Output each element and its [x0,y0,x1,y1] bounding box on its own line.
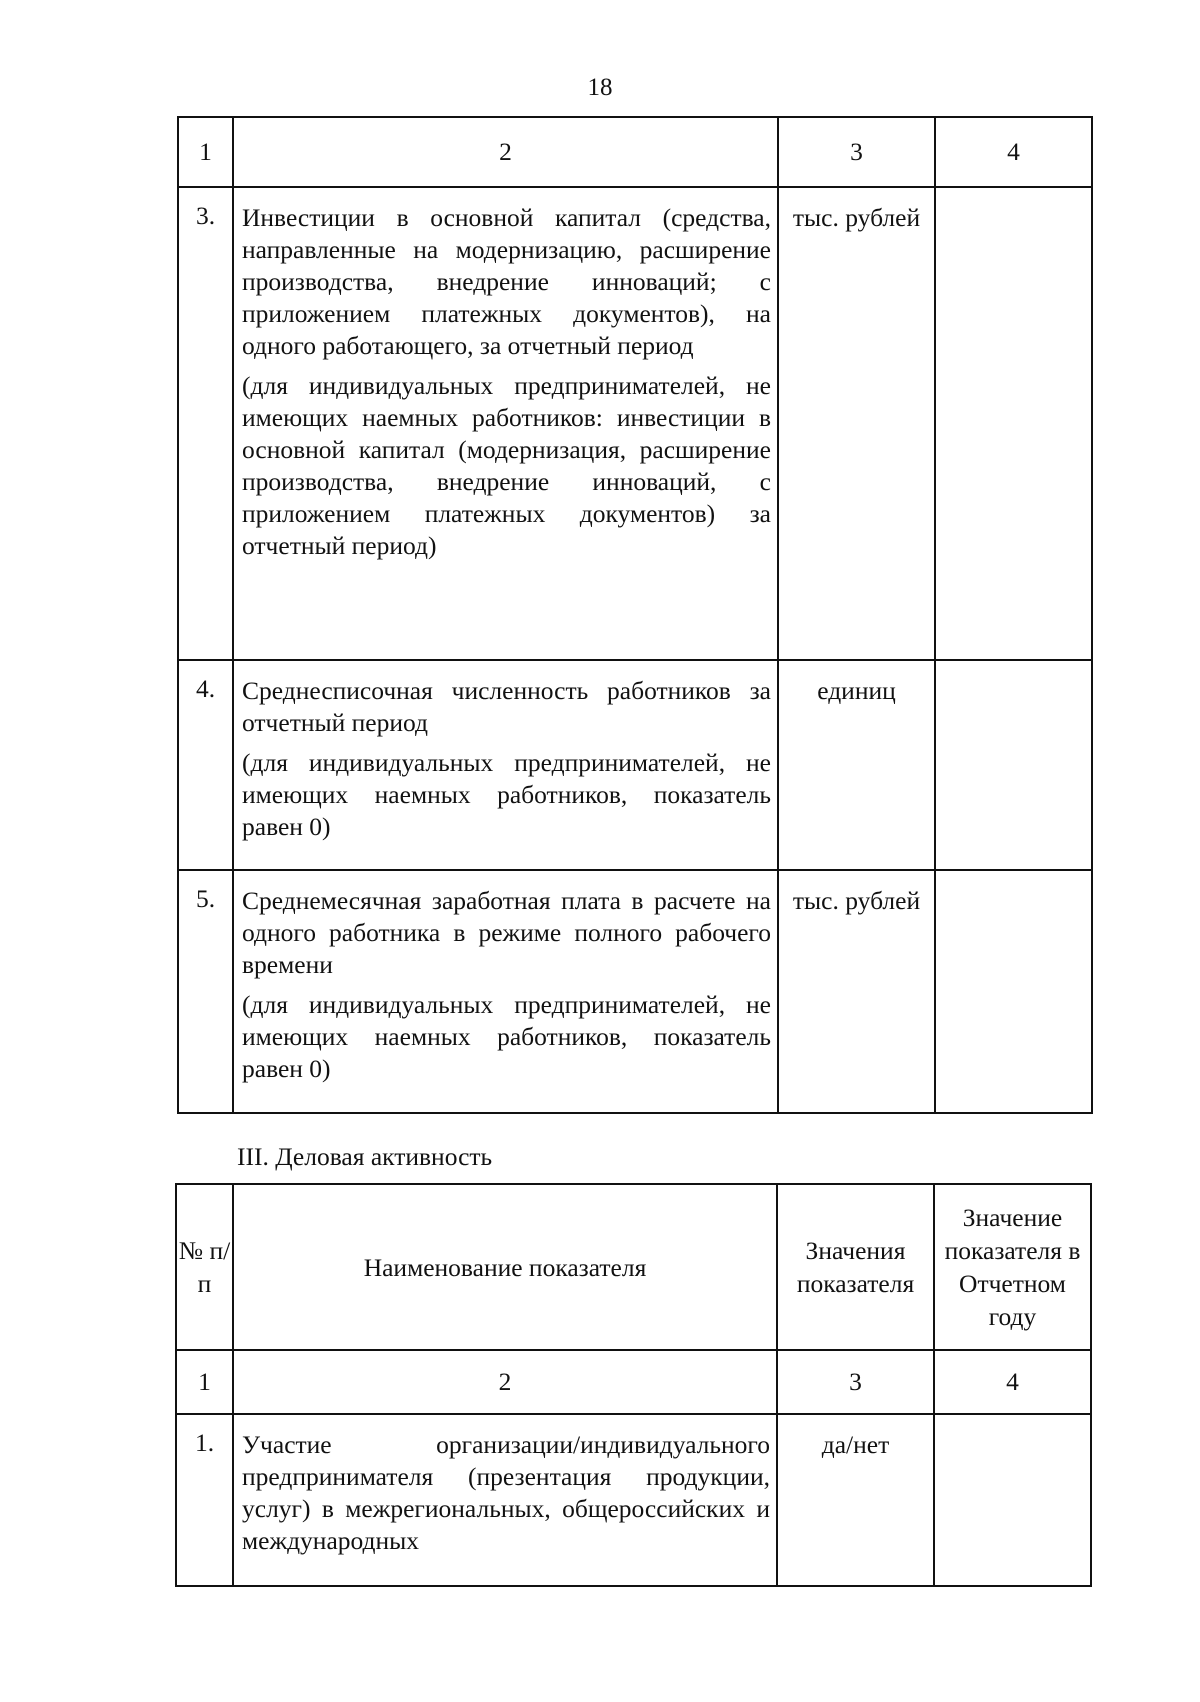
indicator-text: Среднесписочная численность работников за отчетный период [242,676,771,737]
column-index-cell: 4 [935,117,1092,187]
column-index-cell: 1 [178,117,233,187]
indicator-note: (для индивидуальных предпринимателей, не имеющих наемных работников: инвестиции в основной капитал (модернизация, расширение производства, внедрение инноваций, с приложением платежных документов) за отчетный период) [242,371,771,560]
indicator-description [233,187,778,660]
column-index-cell: 2 [233,1350,777,1414]
business-activity-table [175,1183,1092,1587]
indicator-text: Среднемесячная заработная плата в расчете на одного работника в режиме полного рабочего времени [242,886,771,979]
indicator-unit: единиц [778,660,935,870]
table-row [176,1414,1091,1586]
column-header-report-year: Значение показателя в Отчетном году [934,1184,1091,1350]
column-index-cell: 1 [176,1350,233,1414]
indicator-description [233,660,778,870]
column-index-row [176,1350,1091,1414]
row-number: 4. [178,660,233,870]
column-header-name: Наименование показателя [233,1184,777,1350]
indicator-unit: да/нет [777,1414,934,1586]
indicator-description [233,1414,777,1586]
indicator-value-cell[interactable] [934,1414,1091,1586]
row-number: 3. [178,187,233,660]
table-header-row [176,1184,1091,1350]
indicator-text: Участие организации/индивидуального предпринимателя (презентация продукции, услуг) в межрегиональных, общероссийских и международных [242,1430,770,1555]
row-number: 1. [176,1414,233,1586]
indicator-unit: тыс. рублей [778,870,935,1113]
column-index-cell: 3 [778,117,935,187]
table-row [178,187,1092,660]
indicator-value-cell[interactable] [935,187,1092,660]
column-header-number: № п/п [176,1184,233,1350]
column-header-values: Значения показателя [777,1184,934,1350]
column-index-row [178,117,1092,187]
column-index-cell: 2 [233,117,778,187]
indicator-text: Инвестиции в основной капитал (средства, направленные на модернизацию, расширение производства, внедрение инноваций; с приложением платежных документов), на одного работающего, за отчетный период [242,203,771,360]
indicator-description [233,870,778,1113]
indicator-unit: тыс. рублей [778,187,935,660]
column-index-cell: 3 [777,1350,934,1414]
row-number: 5. [178,870,233,1113]
column-index-cell: 4 [934,1350,1091,1414]
table-row [178,870,1092,1113]
indicator-note: (для индивидуальных предпринимателей, не имеющих наемных работников, показатель равен 0) [242,990,771,1083]
indicator-value-cell[interactable] [935,870,1092,1113]
page-number: 18 [587,74,613,101]
indicator-value-cell[interactable] [935,660,1092,870]
table-row [178,660,1092,870]
section-heading: III. Деловая активность [237,1142,493,1171]
indicator-note: (для индивидуальных предпринимателей, не имеющих наемных работников, показатель равен 0) [242,748,771,841]
indicators-table-continued [177,116,1093,1114]
